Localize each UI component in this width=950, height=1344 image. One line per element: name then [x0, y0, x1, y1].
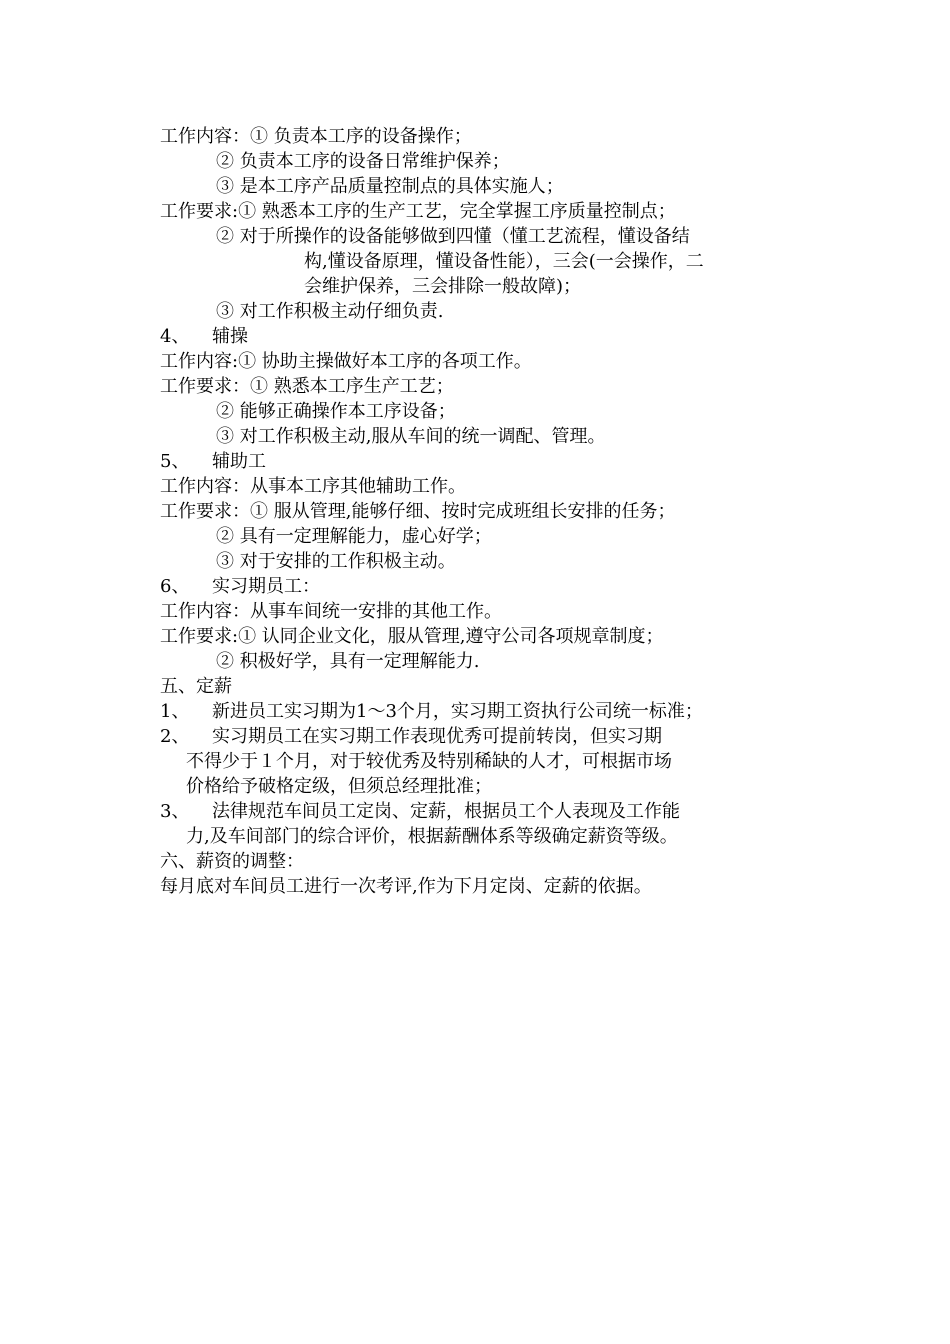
numbered-item-1	[160, 699, 810, 724]
section-heading-5	[160, 449, 810, 474]
list-number: 6、	[160, 576, 190, 597]
text-line: 价格给予破格定级，但须总经理批准；	[186, 776, 492, 797]
text-line: 会维护保养，三会排除一般故障)；	[304, 276, 582, 297]
heading-text: 实习期员工：	[212, 576, 320, 597]
text-line: 工作内容:① 协助主操做好本工序的各项工作。	[160, 351, 532, 372]
text-line: 工作内容：从事本工序其他辅助工作。	[160, 476, 466, 497]
numbered-item-3	[160, 799, 810, 824]
item-text: 实习期员工在实习期工作表现优秀可提前转岗，但实习期	[212, 726, 662, 747]
text-line: ③ 对工作积极主动仔细负责.	[216, 301, 444, 322]
text-line: ② 具有一定理解能力，虚心好学；	[216, 526, 492, 547]
text-line: 工作内容：从事车间统一安排的其他工作。	[160, 601, 502, 622]
list-number: 2、	[160, 726, 190, 747]
text-line: 工作要求:① 熟悉本工序的生产工艺，完全掌握工序质量控制点；	[160, 201, 676, 222]
text-line: 工作要求:① 认同企业文化，服从管理,遵守公司各项规章制度；	[160, 626, 664, 647]
document-body	[160, 124, 810, 899]
text-line: ③ 对工作积极主动,服从车间的统一调配、管理。	[216, 426, 606, 447]
heading-text: 辅助工	[212, 451, 266, 472]
text-line: ② 对于所操作的设备能够做到四懂（懂工艺流程，懂设备结	[216, 226, 690, 247]
section-heading-adjustment: 六、薪资的调整：	[160, 851, 304, 872]
text-line: 工作要求：① 服从管理,能够仔细、按时完成班组长安排的任务；	[160, 501, 676, 522]
text-line: ② 能够正确操作本工序设备；	[216, 401, 456, 422]
text-line: 力,及车间部门的综合评价，根据薪酬体系等级确定薪资等级。	[186, 826, 678, 847]
text-line: 工作要求：① 熟悉本工序生产工艺；	[160, 376, 454, 397]
list-number: 5、	[160, 451, 190, 472]
text-line: ③ 是本工序产品质量控制点的具体实施人；	[216, 176, 564, 197]
heading-text: 辅操	[212, 326, 248, 347]
text-line: 不得少于１个月，对于较优秀及特别稀缺的人才，可根据市场	[186, 751, 672, 772]
text-line: ③ 对于安排的工作积极主动。	[216, 551, 456, 572]
text-line: 工作内容：① 负责本工序的设备操作；	[160, 126, 472, 147]
text-line: 构,懂设备原理，懂设备性能），三会(一会操作，二	[304, 251, 704, 272]
list-number: 4、	[160, 326, 190, 347]
item-text: 法律规范车间员工定岗、定薪，根据员工个人表现及工作能	[212, 801, 680, 822]
section-heading-6	[160, 574, 810, 599]
list-number: 3、	[160, 801, 190, 822]
text-line: ② 负责本工序的设备日常维护保养；	[216, 151, 510, 172]
text-line: ② 积极好学，具有一定理解能力.	[216, 651, 480, 672]
section-heading-4	[160, 324, 810, 349]
text-line: 每月底对车间员工进行一次考评,作为下月定岗、定薪的依据。	[160, 876, 652, 897]
list-number: 1、	[160, 701, 190, 722]
item-text: 新进员工实习期为1～3个月，实习期工资执行公司统一标准；	[212, 701, 703, 722]
numbered-item-2	[160, 724, 810, 749]
section-heading-salary: 五、定薪	[160, 676, 232, 697]
